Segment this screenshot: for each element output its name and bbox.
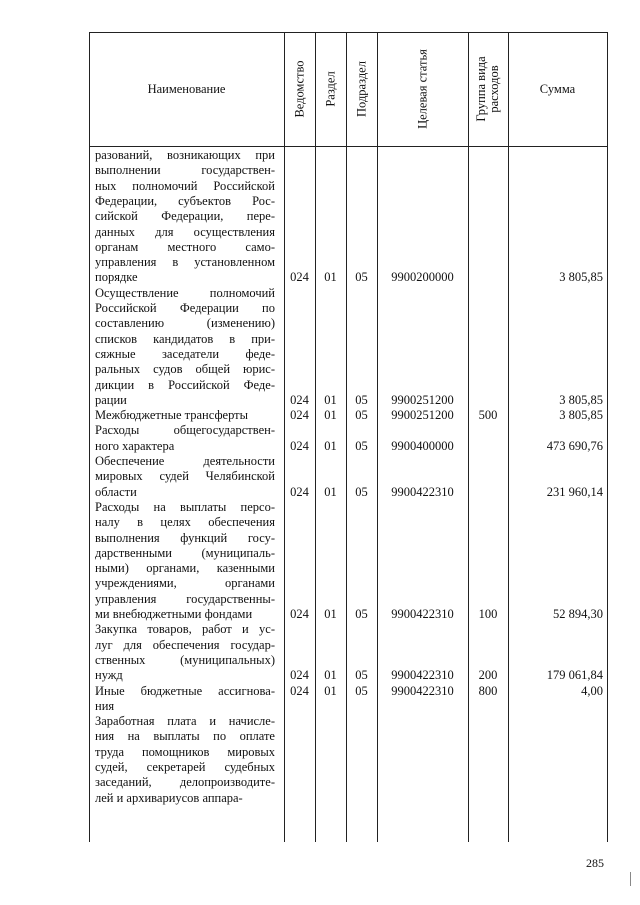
row-name-line: ных полномочий Российской [95, 178, 275, 193]
cell-summa: 3 805,85 [559, 408, 603, 423]
row-name-line: луг для обеспечения государ- [95, 637, 275, 652]
row-name-line: лей и архивариусов аппара- [95, 790, 243, 805]
header-gruppa-label [475, 56, 501, 121]
cell-ved: 024 [290, 408, 309, 423]
header-ved [284, 32, 315, 146]
row-name-line: Федерации, субъектов Рос- [95, 193, 275, 208]
row-name-line: мировых судей Челябинской [95, 469, 275, 484]
row-name-line: выполнения функций госу- [95, 530, 275, 545]
cell-razdel: 01 [324, 438, 337, 453]
row-name-line: дарственными (муниципаль- [95, 545, 275, 560]
cell-podrazdel: 05 [355, 607, 368, 621]
row-name-line: Обеспечение деятельности [95, 454, 275, 468]
column-divider [346, 32, 347, 842]
cell-celevaya: 9900422310 [391, 484, 454, 499]
cell-razdel: 01 [324, 484, 337, 499]
cell-celevaya: 9900251200 [391, 408, 454, 423]
row-name-line: учреждениями, органами [95, 576, 275, 591]
header-razdel [315, 32, 346, 146]
cell-podrazdel: 05 [355, 683, 368, 698]
cell-ved: 024 [290, 392, 309, 407]
cell-gruppa: 200 [478, 668, 498, 683]
row-name-line: ными) органами, казенными [95, 561, 275, 576]
row-name-line: ральных судов общей юрис- [95, 362, 275, 377]
cell-celevaya: 9900422310 [391, 668, 454, 683]
row-name-line: Расходы общегосударствен- [95, 423, 275, 438]
row-name-line: списков кандидатов в при- [95, 331, 275, 346]
row-name-line: порядке [95, 270, 138, 285]
cell-gruppa: 100 [478, 607, 498, 621]
cell-razdel: 01 [324, 683, 337, 698]
table-border-right [607, 32, 608, 842]
cell-podrazdel: 05 [355, 392, 368, 407]
cell-gruppa: 800 [478, 683, 498, 698]
column-divider [284, 32, 285, 842]
row-name-line: налу в целях обеспечения [95, 515, 275, 530]
row-name-line: Российской Федерации по [95, 301, 275, 315]
cell-celevaya: 9900200000 [391, 270, 454, 285]
header-summa [508, 32, 607, 146]
cell-gruppa: 500 [478, 408, 498, 423]
row-name-line: Заработная плата и начисле- [95, 714, 275, 729]
cell-celevaya: 9900422310 [391, 683, 454, 698]
cell-summa: 231 960,14 [546, 484, 603, 499]
row-name-line: составлению (изменению) [95, 316, 275, 331]
row-name-line: труда помощников мировых [95, 744, 275, 759]
budget-table [89, 32, 608, 842]
cell-summa: 4,00 [581, 683, 603, 698]
cell-ved: 024 [290, 668, 309, 683]
row-name-line: ния на выплаты по оплате [95, 729, 275, 744]
cell-ved: 024 [290, 270, 309, 285]
row-name-line: рации [95, 392, 127, 407]
row-name-line: сяжные заседатели феде- [95, 346, 275, 361]
row-name-line: ми внебюджетными фондами [95, 607, 253, 621]
cell-celevaya: 9900422310 [391, 607, 454, 621]
header-podrazdel [346, 32, 377, 146]
row-name-line: управления в установленном [95, 255, 275, 270]
cell-razdel: 01 [324, 270, 337, 285]
cell-podrazdel: 05 [355, 408, 368, 423]
cell-podrazdel: 05 [355, 484, 368, 499]
row-name-line: Расходы на выплаты персо- [95, 499, 275, 514]
cell-celevaya: 9900251200 [391, 392, 454, 407]
header-gruppa-line1: Группа вида [474, 56, 488, 122]
cell-razdel: 01 [324, 408, 337, 423]
cell-summa: 3 805,85 [559, 270, 603, 285]
column-divider [468, 32, 469, 842]
cell-ved: 024 [290, 607, 309, 621]
row-name-line: органам местного само- [95, 239, 275, 254]
page-number: 285 [586, 856, 604, 870]
column-divider [315, 32, 316, 842]
header-gruppa-line2: расходов [487, 65, 501, 113]
column-divider [377, 32, 378, 842]
cell-summa: 179 061,84 [546, 668, 603, 683]
row-name-line: Осуществление полномочий [95, 285, 275, 300]
row-name-line: Иные бюджетные ассигнова- [95, 683, 275, 698]
cell-razdel: 01 [324, 392, 337, 407]
cell-ved: 024 [290, 484, 309, 499]
header-razdel-label: Раздел [323, 71, 337, 107]
cell-summa: 473 690,76 [546, 438, 603, 453]
row-name-line: ния [95, 698, 115, 713]
row-name-line: нужд [95, 668, 123, 683]
row-name-line: области [95, 484, 137, 499]
row-name-line: ного характера [95, 438, 175, 453]
row-name-line: Закупка товаров, работ и ус- [95, 622, 275, 637]
cell-summa: 52 894,30 [553, 607, 603, 621]
row-name-line: данных для осуществления [95, 224, 275, 239]
cell-summa: 3 805,85 [559, 392, 603, 407]
cell-podrazdel: 05 [355, 270, 368, 285]
row-name-line: управления государственны- [95, 591, 275, 606]
cell-podrazdel: 05 [355, 438, 368, 453]
cell-ved: 024 [290, 438, 309, 453]
header-divider [89, 146, 608, 147]
row-name-line: выполнении государствен- [95, 163, 275, 178]
header-gruppa [468, 32, 508, 146]
header-name-label: Наименование [147, 81, 226, 96]
cell-celevaya: 9900400000 [391, 438, 454, 453]
header-celevaya-label: Целевая статья [415, 49, 429, 129]
table-border-left [89, 32, 90, 842]
row-name-line: сийской Федерации, пере- [95, 209, 275, 224]
row-name-line: разований, возникающих при [95, 148, 275, 162]
header-summa-label: Сумма [539, 81, 576, 96]
row-name-line: ственных (муниципальных) [95, 652, 275, 667]
cell-razdel: 01 [324, 607, 337, 621]
column-divider [508, 32, 509, 842]
cell-ved: 024 [290, 683, 309, 698]
row-name-line: Межбюджетные трансферты [95, 408, 249, 423]
header-ved-label: Ведомство [292, 60, 306, 118]
row-name-line: судей, секретарей судебных [95, 760, 275, 774]
header-celevaya [377, 32, 468, 146]
cell-razdel: 01 [324, 668, 337, 683]
header-podrazdel-label: Подраздел [354, 61, 368, 117]
scan-edge-mark [630, 872, 631, 886]
header-name [89, 32, 284, 146]
row-name-line: заседаний, делопроизводите- [95, 775, 275, 790]
row-name-line: дикции в Российской Феде- [95, 377, 275, 392]
cell-podrazdel: 05 [355, 668, 368, 683]
